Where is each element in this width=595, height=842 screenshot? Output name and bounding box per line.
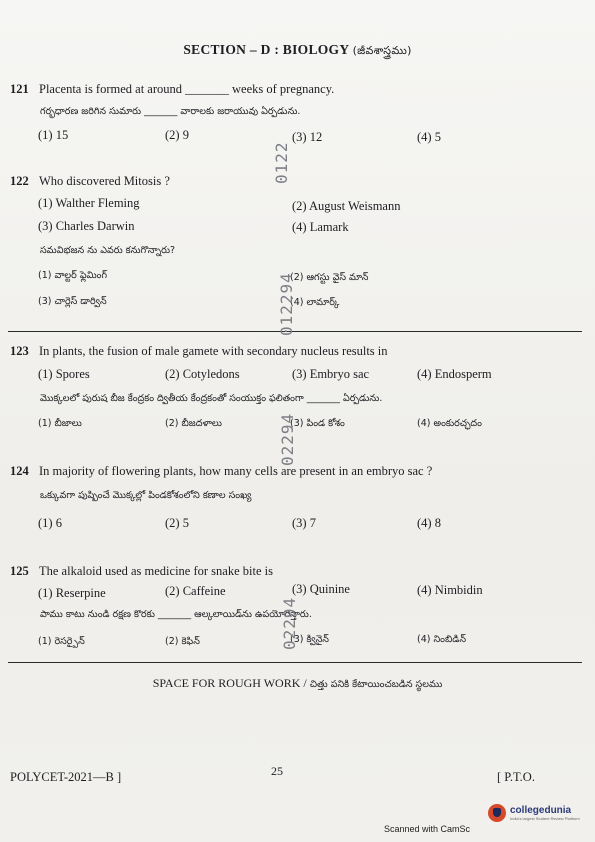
question-number: 123: [10, 344, 29, 358]
option: (2) 5: [165, 516, 189, 530]
option: (3) Embryo sac: [292, 367, 370, 381]
serial-stamp: 0122: [272, 141, 291, 184]
question-number: 122: [10, 174, 29, 188]
option-telugu: (3) క్వినైన్: [290, 634, 329, 645]
question-number: 125: [10, 564, 29, 578]
option: (3) 12: [292, 130, 323, 144]
question-text: In plants, the fusion of male gamete with secondary nucleus results in: [39, 344, 388, 358]
option: (4) 8: [417, 516, 441, 530]
section-title: [0, 42, 595, 60]
option: (2) Caffeine: [165, 584, 226, 598]
question-text-telugu: పాము కాటు నుండి రక్షణ కొరకు _______ ఆల్కలాయిడ్‌ను ఉపయోగిస్తారు.: [40, 609, 312, 620]
option-telugu: (3) చార్లెస్ డార్విన్: [38, 296, 107, 307]
option: (2) Cotyledons: [165, 367, 240, 381]
option: (3) Quinine: [292, 582, 350, 596]
collegedunia-logo: [488, 804, 580, 822]
section-title-english: SECTION – D : BIOLOGY: [183, 42, 349, 57]
option-telugu: (4) అంకురచ్ఛదం: [417, 418, 482, 429]
serial-stamp: 02294: [280, 596, 299, 650]
option: (3) Charles Darwin: [38, 219, 135, 233]
option-telugu: (2) బీజదళాలు: [165, 418, 222, 429]
collegedunia-logo-icon: [488, 804, 506, 822]
question-text-telugu: గర్భధారణ జరిగిన సుమారు _______ వారాలకు జరాయువు ఏర్పడును.: [40, 106, 301, 117]
option-telugu: (1) బీజాలు: [38, 418, 82, 429]
option: (4) 5: [417, 130, 441, 144]
option: (1) 15: [38, 128, 69, 142]
option: (3) 7: [292, 516, 316, 530]
option-telugu: (2) ఆగస్టు వైస్ మాన్: [290, 272, 369, 283]
question-text-telugu: మొక్కలలో పురుష బీజ కేంద్రకం ద్వితీయ కేంద్రకంతో సంయుక్తం ఫలితంగా _______ ఏర్పడును.: [40, 393, 383, 404]
page-number: 25: [271, 764, 283, 778]
exam-code: POLYCET-2021—B ]: [10, 770, 122, 784]
option: (1) Reserpine: [38, 586, 106, 600]
section-title-telugu: (జీవశాస్త్రము): [352, 44, 412, 57]
option-telugu: (4) నింబిడిన్: [417, 634, 466, 645]
option: (2) 9: [165, 128, 189, 142]
question-text-telugu: సమవిభజన ను ఎవరు కనుగొన్నారు?: [40, 245, 176, 256]
rough-work-separator: /: [303, 676, 307, 690]
option: (1) Spores: [38, 367, 90, 381]
question-number: 124: [10, 464, 29, 478]
question-text: Placenta is formed at around _______ weeks of pregnancy.: [39, 82, 335, 96]
option-telugu: (4) లామార్క్: [290, 297, 340, 308]
rough-work-label: [0, 676, 595, 692]
pto-label: [ P.T.O.: [497, 770, 535, 784]
question-text: In majority of flowering plants, how many cells are present in an embryo sac ?: [39, 464, 433, 478]
serial-stamp: 012294: [277, 272, 296, 336]
option: (2) August Weismann: [292, 199, 401, 213]
option-telugu: (1) వాల్టర్ ఫ్లెమింగ్: [38, 270, 107, 281]
question-text: The alkaloid used as medicine for snake bite is: [39, 564, 273, 578]
option-telugu: (3) పిండ కోశం: [290, 418, 345, 429]
question-number: 121: [10, 82, 29, 96]
scanner-watermark: Scanned with CamSc: [384, 824, 471, 834]
option: (1) Walther Fleming: [38, 196, 140, 210]
option-telugu: (1) రెసర్పైన్: [38, 636, 85, 647]
rough-work-english: SPACE FOR ROUGH WORK: [152, 676, 301, 690]
serial-stamp: 02294: [278, 412, 297, 466]
logo-tagline: India's largest Student Review Platform: [510, 816, 580, 821]
option: (4) Nimbidin: [417, 583, 483, 597]
rough-work-telugu: చిత్తు పనికి కేటాయించబడిన స్థలము: [309, 679, 443, 690]
option-telugu: (2) కెఫిన్: [165, 636, 200, 647]
question-text-telugu: ఒక్కువగా పుష్పించే మొక్కల్లో పిండకోశంలోని కణాల సంఖ్య: [40, 490, 252, 501]
rough-work-divider: [8, 662, 582, 663]
question-text: Who discovered Mitosis ?: [39, 174, 170, 188]
option: (4) Lamark: [292, 220, 349, 234]
logo-brand: collegedunia: [510, 805, 572, 816]
option: (1) 6: [38, 516, 62, 530]
option: (4) Endosperm: [417, 367, 492, 381]
